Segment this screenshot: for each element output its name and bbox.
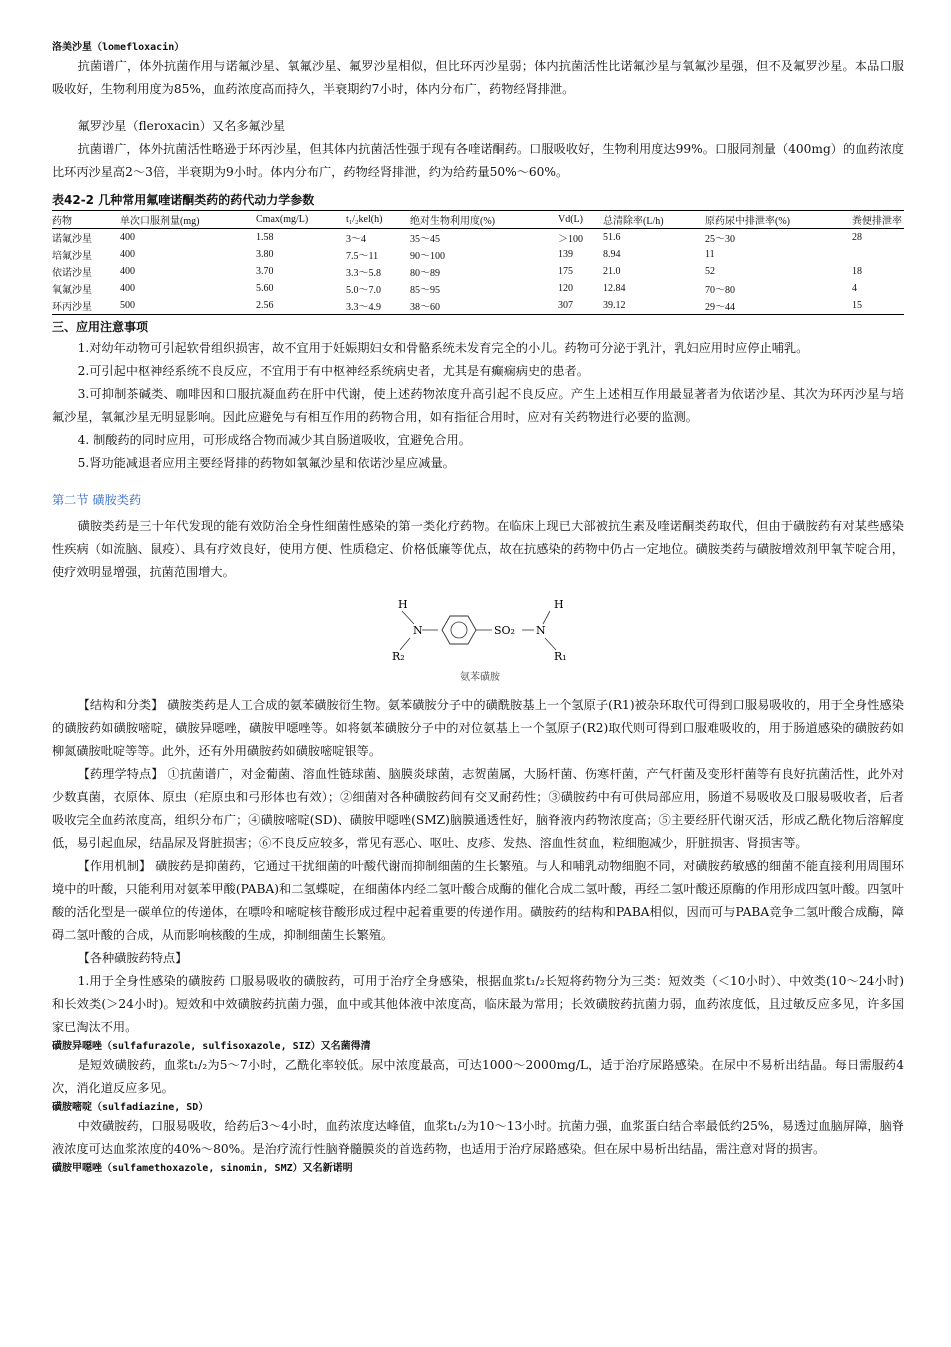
note-item: 1.对幼年动物可引起软骨组织损害，故不宜用于妊娠期妇女和骨骼系统未发育完全的小儿。药物可分泌于乳汁，乳妇应用时应停止哺乳。 [77, 341, 809, 355]
note-item: 2.可引起中枢神经系统不良反应，不宜用于有中枢神经系统病史者，尤其是有癫痫病史的患者。 [77, 364, 589, 378]
table-cell: 38～60 [410, 302, 440, 313]
table-cell: 3.3～4.9 [346, 302, 381, 313]
table-header: 单次口服剂量(mg) [120, 216, 200, 227]
h-left-label: H [398, 598, 408, 611]
table-cell: 25～30 [705, 234, 735, 245]
table-header: 原药尿中排泄率(%) [705, 216, 790, 227]
pharmacology-paragraph: 【药理学特点】 ①抗菌谱广，对金葡菌、溶血性链球菌、脑膜炎球菌，志贺菌属，大肠杆菌、伤寒杆菌，产气杆菌及变形杆菌等有良好抗菌活性，此外对少数真菌，衣原体、原虫（疟原虫和弓形体也有效）；②细菌对各种磺胺药间有交叉耐药性；③磺胺药中有可供局部应用，肠道不易吸收及口服易吸收者，后者吸收完全血药浓度高，组织分布广；④磺胺嘧啶(SD)、磺胺甲噁唑(SMZ)脑膜通透性好，脑脊液内药物浓度高；⑤主要经肝代谢灭活，形成乙酰化物后溶解度低，易引起血尿，结晶尿及肾脏损害；⑥不良反应较多，常见有恶心、呕吐、皮疹、发热、溶血性贫血，粒细胞减少，肝脏损害、肾损害等。 [52, 767, 904, 850]
n-right-label: N [536, 624, 546, 637]
siz-body: 是短效磺胺药，血浆t₁/₂为5～7小时，乙酰化率较低。尿中浓度最高，可达1000～2000mg/L，适于治疗尿路感染。在尿中不易析出结晶。每日需服药4次，消化道反应多见。 [52, 1058, 904, 1095]
table-cell: 21.0 [603, 266, 621, 277]
table-cell: 307 [558, 300, 573, 311]
figure-caption: 氨苯磺胺 [460, 672, 500, 683]
table-cell: 400 [120, 249, 135, 260]
table-row [52, 246, 904, 263]
table-cell: 8.94 [603, 249, 621, 260]
bond-line [402, 611, 414, 624]
siz-title: 磺胺异噁唑（sulfafurazole, sulfisoxazole, SIZ）又名菌得清 [52, 1041, 371, 1052]
table-cell: 1.58 [256, 232, 274, 243]
table-header: 粪便排泄率 [852, 216, 902, 227]
table-header: 绝对生物利用度(%) [410, 216, 495, 227]
table-cell: 4 [852, 283, 857, 294]
structure-svg [378, 594, 578, 686]
sd-body: 中效磺胺药，口服易吸收，给药后3～4小时，血药浓度达峰值，血浆t₁/₂为10～13小时。抗菌力强，血浆蛋白结合率最低约25%，易透过血脑屏障，脑脊液浓度可达血浆浓度的40%～80%。是治疗流行性脑脊髓膜炎的首选药物，也适用于治疗尿路感染。但在尿中易析出结晶，需注意对肾的损害。 [52, 1119, 904, 1156]
table-cell: 39.12 [603, 300, 626, 311]
pharmacokinetics-table [52, 210, 904, 315]
table-cell: 28 [852, 232, 862, 243]
table-header-row [52, 211, 904, 229]
table-caption: 表42-2 几种常用氟喹诺酮类药的药代动力学参数 [52, 193, 315, 207]
section-intro: 磺胺类药是三十年代发现的能有效防治全身性细菌性感染的第一类化疗药物。在临床上现已大部被抗生素及喹诺酮类药取代，但由于磺胺药有对某些感染性疾病（如流脑、鼠疫）、具有疗效良好，使用方便、性质稳定、价格低廉等优点，故在抗感染的药物中仍占一定地位。磺胺类药与磺胺增效剂甲氧苄啶合用，使疗效明显增强，抗菌范围增大。 [52, 519, 904, 579]
table-row [52, 229, 904, 247]
table-cell: 氧氟沙星 [52, 285, 92, 296]
sulfanilamide-structure-figure [378, 594, 578, 686]
table-cell: 51.6 [603, 232, 621, 243]
table-cell: 80～89 [410, 268, 440, 279]
table-cell: 120 [558, 283, 573, 294]
benzene-ring [442, 616, 476, 644]
bond-line [543, 611, 550, 624]
lomefloxacin-body: 抗菌谱广，体外抗菌作用与诺氟沙星、氧氟沙星、氟罗沙星相似，但比环丙沙星弱；体内抗菌活性比诺氟沙星与氧氟沙星强，但不及氟罗沙星。本品口服吸收好，生物利用度为85%，血药浓度高而持久，半衰期约7小时，体内分布广，药物经肾排泄。 [52, 59, 904, 96]
h-right-label: H [554, 598, 564, 611]
r2-label: R₂ [392, 650, 405, 663]
table-cell: 5.60 [256, 283, 274, 294]
table-cell: 139 [558, 249, 573, 260]
table-cell: ＞100 [558, 234, 583, 245]
n-left-label: N [413, 624, 423, 637]
table-cell: 7.5～11 [346, 251, 379, 262]
table-header: Cmax(mg/L) [256, 214, 309, 225]
so2-label: SO₂ [494, 624, 515, 637]
fleroxacin-body: 抗菌谱广，体外抗菌活性略逊于环丙沙星，但其体内抗菌活性强于现有各喹诺酮药。口服吸收好，生物利用度达99%。口服同剂量（400mg）的血药浓度比环丙沙星高2～3倍，半衰期为9小时。体内分布广，药物经肾排泄，约为给药量50%～60%。 [52, 142, 904, 179]
table-cell: 3.70 [256, 266, 274, 277]
table-cell: 70～80 [705, 285, 735, 296]
features-paragraph: 1.用于全身性感染的磺胺药 口服易吸收的磺胺药，可用于治疗全身感染，根据血浆t₁/₂长短将药物分为三类：短效类（＜10小时）、中效类(10～24小时)和长效类(＞24小时)。短效和中效磺胺药抗菌力强，血中或其他体液中浓度高，临床最为常用；长效磺胺药抗菌力弱，血药浓度低，且过敏反应多见，许多国家已淘汰不用。 [52, 974, 904, 1034]
table-cell: 35～45 [410, 234, 440, 245]
bond-line [400, 638, 410, 650]
features-heading: 【各种磺胺药特点】 [77, 951, 188, 965]
table-header: Vd(L) [558, 214, 583, 225]
table-cell: 11 [705, 249, 715, 260]
table-cell: 诺氟沙星 [52, 234, 92, 245]
table-cell: 15 [852, 300, 862, 311]
table-cell: 29～44 [705, 302, 735, 313]
structure-paragraph: 【结构和分类】 磺胺类药是人工合成的氨苯磺胺衍生物。氨苯磺胺分子中的磺酰胺基上一个氢原子(R1)被杂环取代可得到口服易吸收的，用于全身性感染的磺胺药如磺胺嘧啶，磺胺异噁唑，磺胺甲噁唑等。如将氨苯磺胺分子中的对位氨基上一个氢原子(R2)取代则可得到口服难吸收的，用于肠道感染的磺胺药如柳氮磺胺吡啶等等。此外，还有外用磺胺药如磺胺嘧啶银等。 [52, 698, 904, 758]
table-row [52, 280, 904, 297]
notes-title: 三、应用注意事项 [52, 320, 149, 334]
note-item: 5.肾功能减退者应用主要经肾排的药物如氧氟沙星和依诺沙星应减量。 [77, 456, 455, 470]
smz-title: 磺胺甲噁唑（sulfamethoxazole, sinomin, SMZ）又名新诺明 [52, 1163, 353, 1174]
table-header: 总清除率(L/h) [603, 216, 664, 227]
table-cell: 90～100 [410, 251, 445, 262]
section-heading: 第二节 磺胺类药 [52, 493, 142, 507]
table-cell: 依诺沙星 [52, 268, 92, 279]
r1-label: R₁ [554, 650, 567, 663]
note-item: 4. 制酸药的同时应用，可形成络合物而减少其自肠道吸收，宜避免合用。 [77, 433, 471, 447]
lomefloxacin-title: 洛美沙星（lomefloxacin） [52, 42, 185, 53]
table-row [52, 263, 904, 280]
table-cell: 3.80 [256, 249, 274, 260]
table-cell: 175 [558, 266, 573, 277]
table-cell: 85～95 [410, 285, 440, 296]
document-page [52, 40, 904, 1176]
table-cell: 400 [120, 283, 135, 294]
table-header: 药物 [52, 216, 72, 227]
fleroxacin-title: 氟罗沙星（fleroxacin）又名多氟沙星 [77, 119, 286, 133]
table-cell: 52 [705, 266, 715, 277]
table-cell: 400 [120, 266, 135, 277]
table-cell: 培氟沙星 [52, 251, 92, 262]
table-cell: 400 [120, 232, 135, 243]
table-cell [852, 246, 904, 263]
table-cell: 2.56 [256, 300, 274, 311]
aromatic-circle [451, 622, 467, 638]
bond-line [545, 638, 556, 650]
table-cell: 环丙沙星 [52, 302, 92, 313]
table-cell: 12.84 [603, 283, 626, 294]
table-row [52, 297, 904, 315]
table-cell: 3.3～5.8 [346, 268, 381, 279]
note-item: 3.可抑制茶碱类、咖啡因和口服抗凝血药在肝中代谢，使上述药物浓度升高引起不良反应。产生上述相互作用最显著者为依诺沙星、其次为环丙沙星与培氟沙星，氧氟沙星无明显影响。因此应避免与有相互作用的药物合用，如有指征合用时，应对有关药物进行必要的监测。 [52, 387, 904, 424]
table-cell: 18 [852, 266, 862, 277]
mechanism-paragraph: 【作用机制】 磺胺药是抑菌药，它通过干扰细菌的叶酸代谢而抑制细菌的生长繁殖。与人和哺乳动物细胞不同，对磺胺药敏感的细菌不能直接利用周围环境中的叶酸，只能利用对氨苯甲酸(PABA)和二氢蝶啶，在细菌体内经二氢叶酸合成酶的催化合成二氢叶酸，再经二氢叶酸还原酶的作用形成四氢叶酸。四氢叶酸的活化型是一碳单位的传递体，在嘌呤和嘧啶核苷酸形成过程中起着重要的传递作用。磺胺药的结构和PABA相似，因而可与PABA竞争二氢叶酸合成酶，障碍二氢叶酸的合成，从而影响核酸的生成，抑制细菌生长繁殖。 [52, 859, 904, 942]
table-cell: 5.0～7.0 [346, 285, 381, 296]
sd-title: 磺胺嘧啶（sulfadiazine, SD） [52, 1102, 209, 1113]
table-cell: 3～4 [346, 234, 366, 245]
table-cell: 500 [120, 300, 135, 311]
table-header: t₁/₂kel(h) [346, 214, 383, 225]
